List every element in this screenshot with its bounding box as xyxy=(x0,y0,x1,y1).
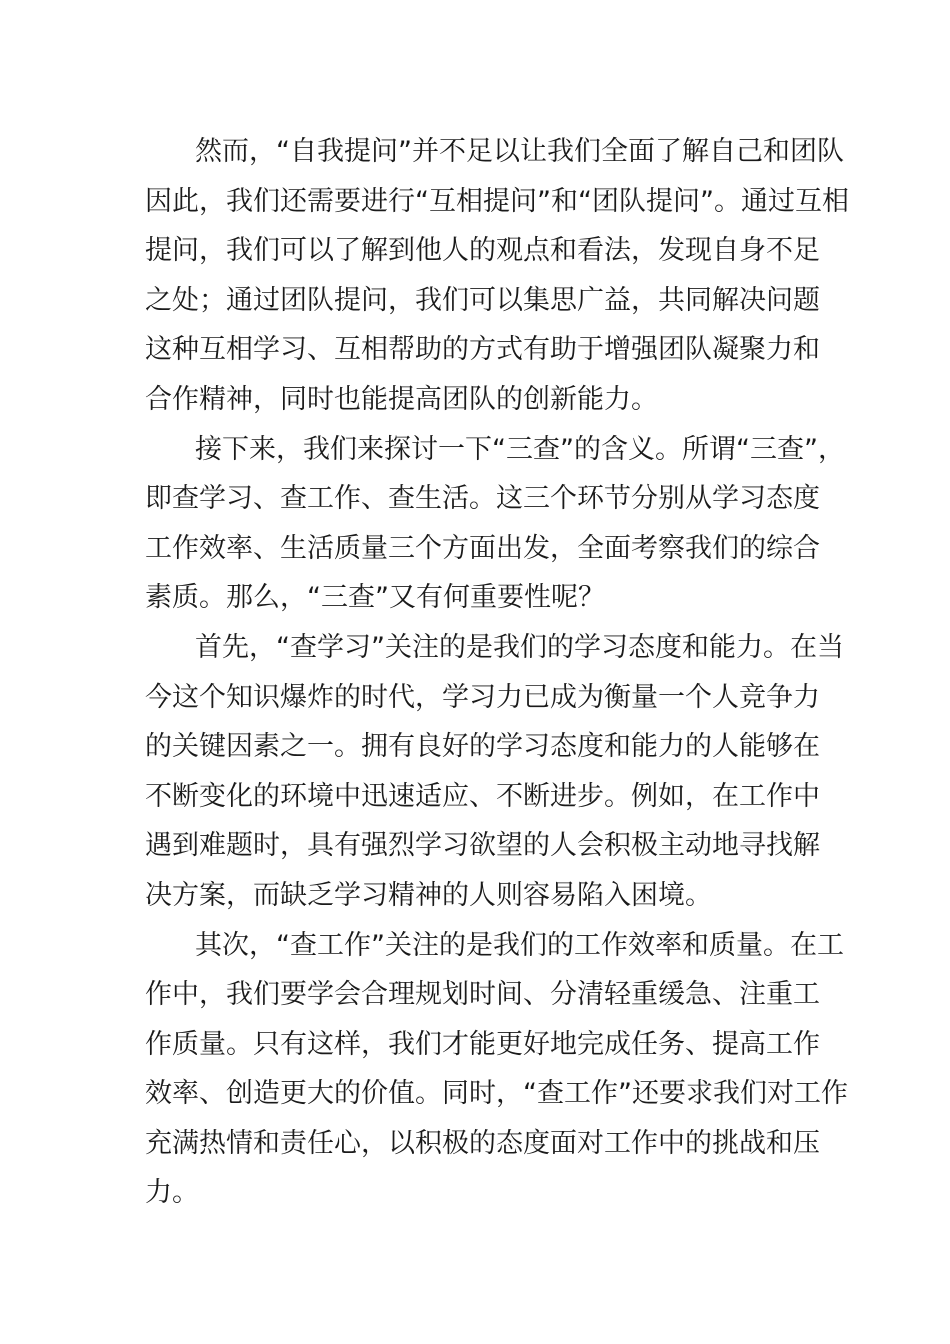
text-line: 决方案，而缺乏学习精神的人则容易陷入困境。 xyxy=(145,879,712,911)
text-line: 素质。那么，“三查”又有何重要性呢？ xyxy=(145,582,605,614)
document-body xyxy=(145,127,849,1218)
text-line: 之处；通过团队提问，我们可以集思广益，共同解决问题 xyxy=(145,284,820,316)
text-line: 遇到难题时，具有强烈学习欲望的人会积极主动地寻找解 xyxy=(145,830,820,862)
text-line: 作质量。只有这样，我们才能更好地完成任务、提高工作 xyxy=(145,1028,820,1060)
text-line: 提问，我们可以了解到他人的观点和看法，发现自身不足 xyxy=(145,235,820,267)
text-line: 然而，“自我提问”并不足以让我们全面了解自己和团队 xyxy=(195,136,844,167)
text-line: 接下来，我们来探讨一下“三查”的含义。所谓“三查”， xyxy=(195,433,845,465)
text-line: 即查学习、查工作、查生活。这三个环节分别从学习态度 xyxy=(145,483,820,515)
text-line: 其次，“查工作”关注的是我们的工作效率和质量。在工 xyxy=(195,929,844,961)
text-line: 的关键因素之一。拥有良好的学习态度和能力的人能够在 xyxy=(145,731,820,763)
text-line: 力。 xyxy=(145,1177,199,1209)
text-line: 因此，我们还需要进行“互相提问”和“团队提问”。通过互相 xyxy=(145,185,849,217)
text-line: 充满热情和责任心，以积极的态度面对工作中的挑战和压 xyxy=(145,1127,820,1159)
text-line: 合作精神，同时也能提高团队的创新能力。 xyxy=(145,383,658,415)
text-line: 首先，“查学习”关注的是我们的学习态度和能力。在当 xyxy=(195,631,844,663)
text-line: 不断变化的环境中迅速适应、不断进步。例如，在工作中 xyxy=(145,780,820,812)
text-line: 效率、创造更大的价值。同时，“查工作”还要求我们对工作 xyxy=(145,1078,848,1110)
text-line: 作中，我们要学会合理规划时间、分清轻重缓急、注重工 xyxy=(145,979,820,1011)
text-line: 今这个知识爆炸的时代，学习力已成为衡量一个人竞争力 xyxy=(145,681,820,713)
text-line: 这种互相学习、互相帮助的方式有助于增强团队凝聚力和 xyxy=(145,334,820,366)
text-line: 工作效率、生活质量三个方面出发，全面考察我们的综合 xyxy=(145,532,820,564)
